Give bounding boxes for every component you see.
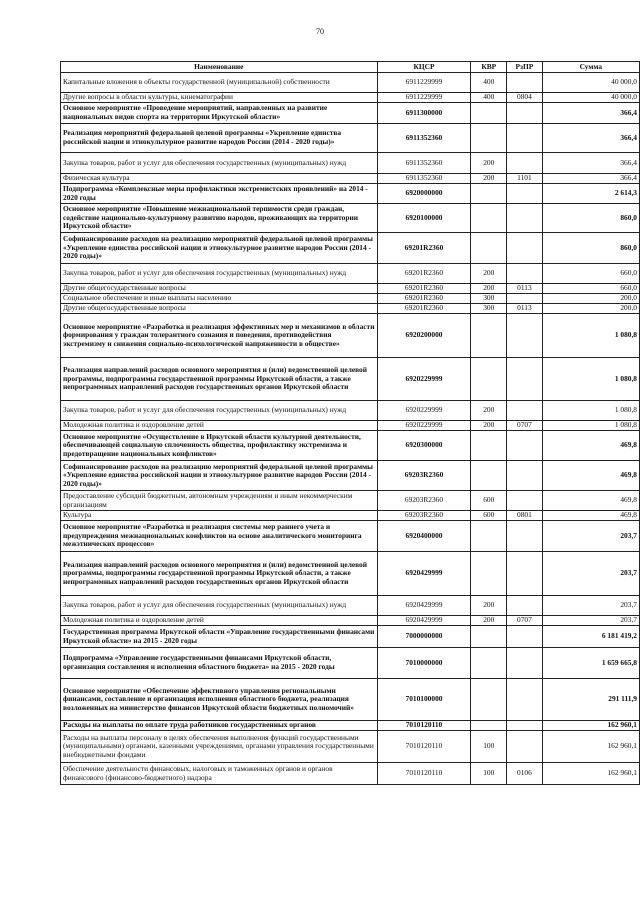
cell-kvr xyxy=(471,461,507,491)
cell-name: Основное мероприятие «Разработка и реализация эффективных мер и механизмов в области формирования у граждан толерантного сознания и поведения, противодействия экстремизму и снижения социально-психологической напряженности в обществе» xyxy=(61,314,378,358)
cell-rzpr xyxy=(507,184,543,204)
column-header-name: Наименование xyxy=(61,62,378,73)
cell-name: Другие общегосударственные вопросы xyxy=(61,284,378,294)
cell-kcsr: 6920100000 xyxy=(377,204,471,233)
table-body xyxy=(61,73,640,785)
cell-kvr xyxy=(471,626,507,648)
cell-rzpr xyxy=(507,103,543,124)
cell-kvr xyxy=(471,552,507,596)
cell-kcsr: 6920300000 xyxy=(377,431,471,461)
cell-rzpr xyxy=(507,491,543,511)
cell-kvr xyxy=(471,184,507,204)
cell-kvr: 600 xyxy=(471,511,507,521)
cell-sum: 1 080,8 xyxy=(542,358,639,401)
cell-kcsr: 6920400000 xyxy=(377,521,471,552)
cell-name: Закупка товаров, работ и услуг для обеспечения государственных (муниципальных) нужд xyxy=(61,153,378,174)
cell-sum: 1 080,8 xyxy=(542,401,639,421)
cell-sum: 200,0 xyxy=(542,294,639,304)
cell-sum: 2 614,3 xyxy=(542,184,639,204)
cell-sum: 203,7 xyxy=(542,552,639,596)
cell-name: Культура xyxy=(61,511,378,521)
cell-name: Софинансирование расходов на реализацию мероприятий федеральной целевой программы «Укрепление единства российской нации и этнокультурное развитие народов России (2014 - 2020 годы)» xyxy=(61,233,378,264)
table-row xyxy=(61,73,640,93)
cell-name: Основное мероприятие «Разработка и реализация системы мер раннего учета и предупреждения межнациональных конфликтов на основе аналитического мониторинга межэтнических процессов» xyxy=(61,521,378,552)
cell-kcsr: 69201R2360 xyxy=(377,304,471,314)
table-row xyxy=(61,264,640,284)
cell-name: Закупка товаров, работ и услуг для обеспечения государственных (муниципальных) нужд xyxy=(61,264,378,284)
table-row xyxy=(61,204,640,233)
table-row xyxy=(61,616,640,626)
table-row xyxy=(61,521,640,552)
cell-rzpr xyxy=(507,679,543,721)
cell-name: Расходы на выплаты по оплате труда работников государственных органов xyxy=(61,721,378,731)
table-row xyxy=(61,552,640,596)
cell-name: Реализация направлений расходов основного мероприятия и (или) ведомственной целевой программы, подпрограммы государственной программы Иркутской области, а также непрограммных направлений расходов государственных органов Иркутской области xyxy=(61,358,378,401)
cell-kcsr: 7010120110 xyxy=(377,763,471,785)
cell-rzpr: 1101 xyxy=(507,174,543,184)
cell-kcsr: 7010100000 xyxy=(377,679,471,721)
cell-rzpr xyxy=(507,552,543,596)
table-row xyxy=(61,763,640,785)
cell-name: Социальное обеспечение и иные выплаты населению xyxy=(61,294,378,304)
cell-rzpr xyxy=(507,626,543,648)
cell-kcsr: 69201R2360 xyxy=(377,233,471,264)
table-row xyxy=(61,626,640,648)
cell-kcsr: 69203R2360 xyxy=(377,511,471,521)
table-row xyxy=(61,284,640,294)
cell-rzpr xyxy=(507,731,543,763)
table-row xyxy=(61,103,640,124)
cell-kcsr: 6911352360 xyxy=(377,124,471,153)
cell-sum: 860,0 xyxy=(542,204,639,233)
cell-name: Другие общегосударственные вопросы xyxy=(61,304,378,314)
cell-name: Основное мероприятие «Проведение мероприятий, направленных на развитие национальных видов спорта на территории Иркутской области» xyxy=(61,103,378,124)
cell-rzpr xyxy=(507,521,543,552)
table-row xyxy=(61,184,640,204)
cell-name: Реализация направлений расходов основного мероприятия и (или) ведомственной целевой программы, подпрограммы государственной программы Иркутской области, а также непрограммных направлений расходов государственных органов Иркутской области xyxy=(61,552,378,596)
cell-rzpr: 0707 xyxy=(507,616,543,626)
cell-kcsr: 7010120110 xyxy=(377,721,471,731)
cell-sum: 660,0 xyxy=(542,284,639,294)
cell-sum: 1 080,8 xyxy=(542,421,639,431)
cell-sum: 40 000,0 xyxy=(542,73,639,93)
cell-name: Основное мероприятие «Повышение межнациональной терпимости среди граждан, содействие национально-культурному развитию народов, проживающих на территории Иркутской области» xyxy=(61,204,378,233)
cell-rzpr: 0113 xyxy=(507,284,543,294)
table-row xyxy=(61,511,640,521)
column-header-kvr: КВР xyxy=(471,62,507,73)
cell-rzpr: 0801 xyxy=(507,511,543,521)
cell-sum: 6 181 419,2 xyxy=(542,626,639,648)
cell-sum: 469,8 xyxy=(542,491,639,511)
cell-kcsr: 6911229999 xyxy=(377,73,471,93)
cell-sum: 40 000,0 xyxy=(542,93,639,103)
cell-kvr xyxy=(471,124,507,153)
cell-rzpr xyxy=(507,314,543,358)
cell-rzpr xyxy=(507,264,543,284)
cell-name: Закупка товаров, работ и услуг для обеспечения государственных (муниципальных) нужд xyxy=(61,596,378,616)
cell-rzpr xyxy=(507,721,543,731)
table-row xyxy=(61,294,640,304)
table-header-row xyxy=(61,62,640,73)
cell-sum: 203,7 xyxy=(542,596,639,616)
cell-kvr: 200 xyxy=(471,264,507,284)
cell-rzpr: 0707 xyxy=(507,421,543,431)
cell-sum: 291 111,9 xyxy=(542,679,639,721)
table-row xyxy=(61,233,640,264)
table-row xyxy=(61,721,640,731)
table-row xyxy=(61,648,640,679)
cell-sum: 469,8 xyxy=(542,461,639,491)
column-header-sum: Сумма xyxy=(542,62,639,73)
cell-sum: 200,0 xyxy=(542,304,639,314)
cell-kcsr: 69203R2360 xyxy=(377,461,471,491)
cell-kvr: 100 xyxy=(471,731,507,763)
cell-kcsr: 6920229999 xyxy=(377,358,471,401)
cell-sum: 366,4 xyxy=(542,124,639,153)
cell-kcsr: 6911352360 xyxy=(377,153,471,174)
cell-kcsr: 6920229999 xyxy=(377,401,471,421)
cell-rzpr xyxy=(507,461,543,491)
cell-kcsr: 6911300000 xyxy=(377,103,471,124)
cell-kcsr: 69201R2360 xyxy=(377,264,471,284)
cell-kvr xyxy=(471,648,507,679)
budget-table xyxy=(60,61,640,785)
cell-kcsr: 6920429999 xyxy=(377,616,471,626)
cell-kvr: 200 xyxy=(471,421,507,431)
cell-name: Основное мероприятие «Обеспечение эффективного управления региональными финансами, составление и организация исполнения областного бюджета, реализация возложенных на министерство финансов Иркутской области бюджетных полномочий» xyxy=(61,679,378,721)
cell-sum: 162 960,1 xyxy=(542,763,639,785)
cell-kcsr: 6920429999 xyxy=(377,596,471,616)
cell-kcsr: 7000000000 xyxy=(377,626,471,648)
table-row xyxy=(61,431,640,461)
cell-rzpr xyxy=(507,204,543,233)
cell-sum: 660,0 xyxy=(542,264,639,284)
cell-sum: 366,4 xyxy=(542,174,639,184)
cell-kcsr: 7010000000 xyxy=(377,648,471,679)
cell-kvr: 200 xyxy=(471,153,507,174)
cell-kcsr: 6920200000 xyxy=(377,314,471,358)
cell-kcsr: 6920429999 xyxy=(377,552,471,596)
cell-name: Подпрограмма «Управление государственными финансами Иркутской области, организация составления и исполнения областного бюджета» на 2015 - 2020 годы xyxy=(61,648,378,679)
cell-rzpr: 0113 xyxy=(507,304,543,314)
cell-sum: 469,8 xyxy=(542,431,639,461)
cell-kvr: 600 xyxy=(471,491,507,511)
cell-sum: 469,8 xyxy=(542,511,639,521)
cell-kvr: 100 xyxy=(471,763,507,785)
table-row xyxy=(61,153,640,174)
cell-kvr: 200 xyxy=(471,616,507,626)
cell-name: Софинансирование расходов на реализацию мероприятий федеральной целевой программы «Укрепление единства российской нации и этнокультурное развитие народов России (2014 - 2020 годы)» xyxy=(61,461,378,491)
cell-kcsr: 69201R2360 xyxy=(377,284,471,294)
cell-rzpr xyxy=(507,401,543,421)
cell-rzpr: 0106 xyxy=(507,763,543,785)
cell-rzpr xyxy=(507,124,543,153)
cell-kvr xyxy=(471,233,507,264)
cell-kcsr: 69203R2360 xyxy=(377,491,471,511)
cell-kvr xyxy=(471,721,507,731)
cell-name: Реализация мероприятий федеральной целевой программы «Укрепление единства российской нации и этнокультурное развитие народов России (2014 - 2020 годы)» xyxy=(61,124,378,153)
table-row xyxy=(61,596,640,616)
cell-kvr: 200 xyxy=(471,284,507,294)
cell-rzpr xyxy=(507,153,543,174)
cell-kvr xyxy=(471,358,507,401)
table-row xyxy=(61,93,640,103)
table-row xyxy=(61,401,640,421)
cell-name: Другие вопросы в области культуры, кинематографии xyxy=(61,93,378,103)
cell-name: Молодежная политика и оздоровление детей xyxy=(61,421,378,431)
cell-rzpr xyxy=(507,358,543,401)
cell-rzpr: 0804 xyxy=(507,93,543,103)
table-row xyxy=(61,679,640,721)
table-row xyxy=(61,358,640,401)
cell-sum: 1 080,8 xyxy=(542,314,639,358)
table-row xyxy=(61,421,640,431)
cell-kvr xyxy=(471,521,507,552)
table-row xyxy=(61,461,640,491)
cell-kcsr: 6911229999 xyxy=(377,93,471,103)
cell-rzpr xyxy=(507,596,543,616)
column-header-kcsr: КЦСР xyxy=(377,62,471,73)
cell-sum: 1 659 665,8 xyxy=(542,648,639,679)
cell-rzpr xyxy=(507,73,543,93)
cell-kvr: 200 xyxy=(471,401,507,421)
cell-name: Физическая культура xyxy=(61,174,378,184)
table-row xyxy=(61,314,640,358)
cell-sum: 203,7 xyxy=(542,521,639,552)
cell-kvr xyxy=(471,314,507,358)
cell-kvr xyxy=(471,103,507,124)
cell-name: Предоставление субсидий бюджетным, автономным учреждениям и иным некоммерческим организациям xyxy=(61,491,378,511)
cell-sum: 203,7 xyxy=(542,616,639,626)
cell-kvr: 300 xyxy=(471,304,507,314)
cell-name: Основное мероприятие «Осуществление в Иркутской области культурной деятельности, обеспечивающей социальную сплоченность общества, профилактику экстремизма и предотвращение национальных конфликтов» xyxy=(61,431,378,461)
cell-kcsr: 69201R2360 xyxy=(377,294,471,304)
cell-rzpr xyxy=(507,233,543,264)
cell-kcsr: 6911352360 xyxy=(377,174,471,184)
cell-name: Расходы на выплаты персоналу в целях обеспечения выполнения функций государственными (муниципальными) органами, казенными учреждениями, органами управления государственными внебюджетными фондами xyxy=(61,731,378,763)
cell-sum: 162 960,1 xyxy=(542,721,639,731)
cell-name: Подпрограмма «Комплексные меры профилактики экстремистских проявлений» на 2014 - 2020 годы xyxy=(61,184,378,204)
cell-kvr xyxy=(471,431,507,461)
table-row xyxy=(61,174,640,184)
cell-name: Молодежная политика и оздоровление детей xyxy=(61,616,378,626)
cell-kvr xyxy=(471,204,507,233)
column-header-rzpr: РзПР xyxy=(507,62,543,73)
cell-sum: 366,4 xyxy=(542,153,639,174)
cell-kcsr: 7010120110 xyxy=(377,731,471,763)
cell-kcsr: 6920229999 xyxy=(377,421,471,431)
cell-kvr: 200 xyxy=(471,596,507,616)
cell-kvr: 200 xyxy=(471,174,507,184)
cell-rzpr xyxy=(507,294,543,304)
cell-kvr: 400 xyxy=(471,73,507,93)
page-number: 70 xyxy=(316,27,324,36)
cell-kvr xyxy=(471,679,507,721)
cell-name: Государственная программа Иркутской области «Управление государственными финансами Иркутской области» на 2015 - 2020 годы xyxy=(61,626,378,648)
cell-name: Закупка товаров, работ и услуг для обеспечения государственных (муниципальных) нужд xyxy=(61,401,378,421)
cell-kvr: 400 xyxy=(471,93,507,103)
table-row xyxy=(61,304,640,314)
table-row xyxy=(61,731,640,763)
table-row xyxy=(61,491,640,511)
cell-sum: 860,0 xyxy=(542,233,639,264)
cell-kvr: 300 xyxy=(471,294,507,304)
cell-name: Обеспечение деятельности финансовых, налоговых и таможенных органов и органов финансового (финансово-бюджетного) надзора xyxy=(61,763,378,785)
cell-rzpr xyxy=(507,648,543,679)
cell-name: Капитальные вложения в объекты государственной (муниципальной) собственности xyxy=(61,73,378,93)
cell-kcsr: 6920000000 xyxy=(377,184,471,204)
cell-sum: 162 960,1 xyxy=(542,731,639,763)
cell-rzpr xyxy=(507,431,543,461)
cell-sum: 366,4 xyxy=(542,103,639,124)
table-row xyxy=(61,124,640,153)
